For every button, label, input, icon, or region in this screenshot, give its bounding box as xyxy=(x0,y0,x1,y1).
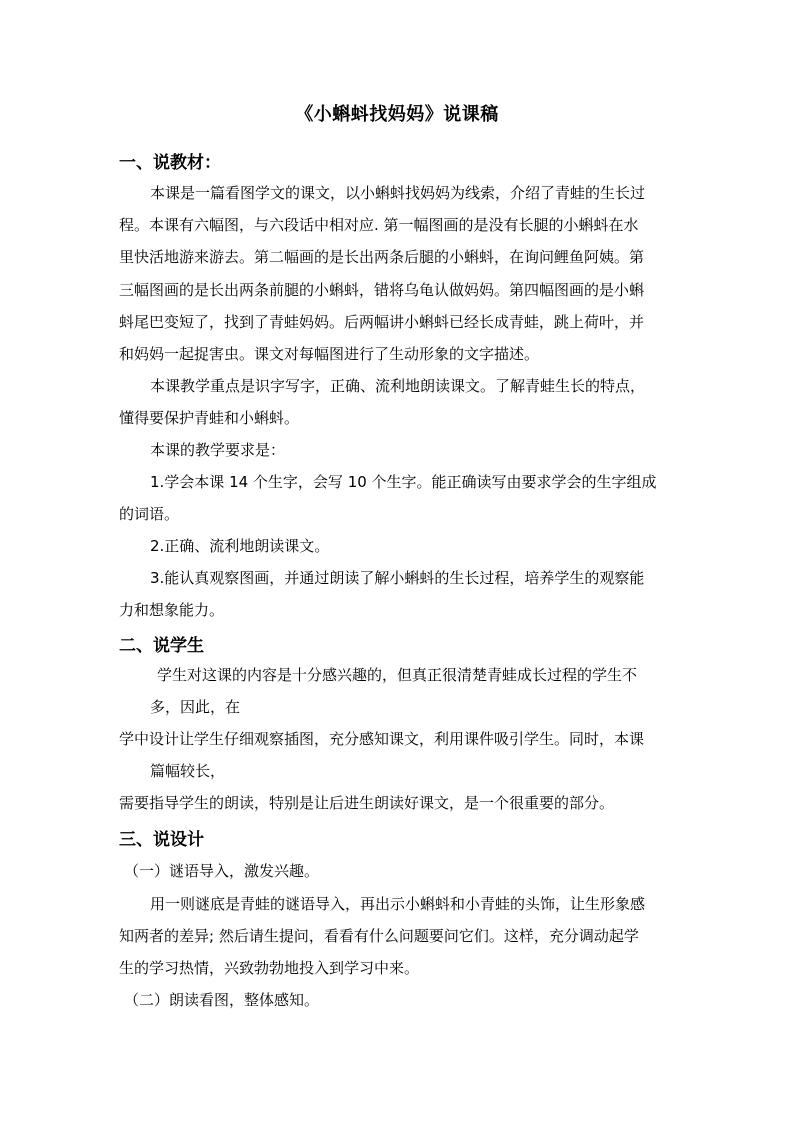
paragraph-line: 懂得要保护青蛙和小蝌蚪。 xyxy=(119,409,300,427)
subsection-heading: （二）朗读看图，整体感知。 xyxy=(124,991,320,1009)
paragraph-line: 蚪尾巴变短了，找到了青蛙妈妈。后两幅讲小蝌蚪已经长成青蛙，跳上荷叶，并 xyxy=(119,313,645,331)
paragraph-line: 需要指导学生的朗读，特别是让后进生朗读好课文，是一个很重要的部分。 xyxy=(119,794,615,812)
paragraph-line: 本课教学重点是识字写字，正确、流利地朗读课文。了解青蛙生长的特点， xyxy=(150,377,646,395)
paragraph-line: 力和想象能力。 xyxy=(119,601,225,619)
section-heading-materials: 一、说教材： xyxy=(119,153,221,173)
paragraph-line: 里快活地游来游去。第二幅画的是长出两条后腿的小蝌蚪，在询问鲤鱼阿姨。第 xyxy=(119,248,645,266)
paragraph-line: 的词语。 xyxy=(119,505,180,523)
paragraph-line: 学中设计让学生仔细观察插图，充分感知课文，利用课件吸引学生。同时，本课 xyxy=(119,730,645,748)
paragraph-line: 本课的教学要求是： xyxy=(150,441,286,459)
paragraph-line: 多，因此，在 xyxy=(150,698,241,716)
list-item: 2.正确、流利地朗读课文。 xyxy=(150,537,330,555)
paragraph-line: 生的学习热情，兴致勃勃地投入到学习中来。 xyxy=(119,959,420,977)
section-heading-design: 三、说设计 xyxy=(119,830,204,850)
section-heading-students: 二、说学生 xyxy=(119,636,204,656)
paragraph-line: 本课是一篇看图学文的课文，以小蝌蚪找妈妈为线索，介绍了青蛙的生长过 xyxy=(150,184,646,202)
paragraph-line: 和妈妈一起捉害虫。课文对每幅图进行了生动形象的文字描述。 xyxy=(119,345,540,363)
paragraph-line: 学生对这课的内容是十分感兴趣的，但真正很清楚青蛙成长过程的学生不 xyxy=(157,666,638,684)
list-item: 3.能认真观察图画，并通过朗读了解小蝌蚪的生长过程，培养学生的观察能 xyxy=(150,569,645,587)
paragraph-line: 三幅图画的是长出两条前腿的小蝌蚪，错将乌龟认做妈妈。第四幅图画的是小蝌 xyxy=(119,281,645,299)
paragraph-line: 用一则谜底是青蛙的谜语导入，再出示小蝌蚪和小青蛙的头饰，让生形象感 xyxy=(150,895,646,913)
paragraph-line: 知两者的差异; 然后请生提问，看看有什么问题要问它们。这样，充分调动起学 xyxy=(119,927,639,945)
document-title: 《小蝌蚪找妈妈》说课稿 xyxy=(295,104,499,125)
paragraph-line: 程。本课有六幅图，与六段话中相对应. 第一幅图画的是没有长腿的小蝌蚪在水 xyxy=(119,216,639,234)
paragraph-line: 篇幅较长， xyxy=(150,762,226,780)
list-item: 1.学会本课 14 个生字，会写 10 个生字。能正确读写由要求学会的生字组成 xyxy=(150,473,657,491)
subsection-heading: （一）谜语导入，激发兴趣。 xyxy=(124,862,320,880)
